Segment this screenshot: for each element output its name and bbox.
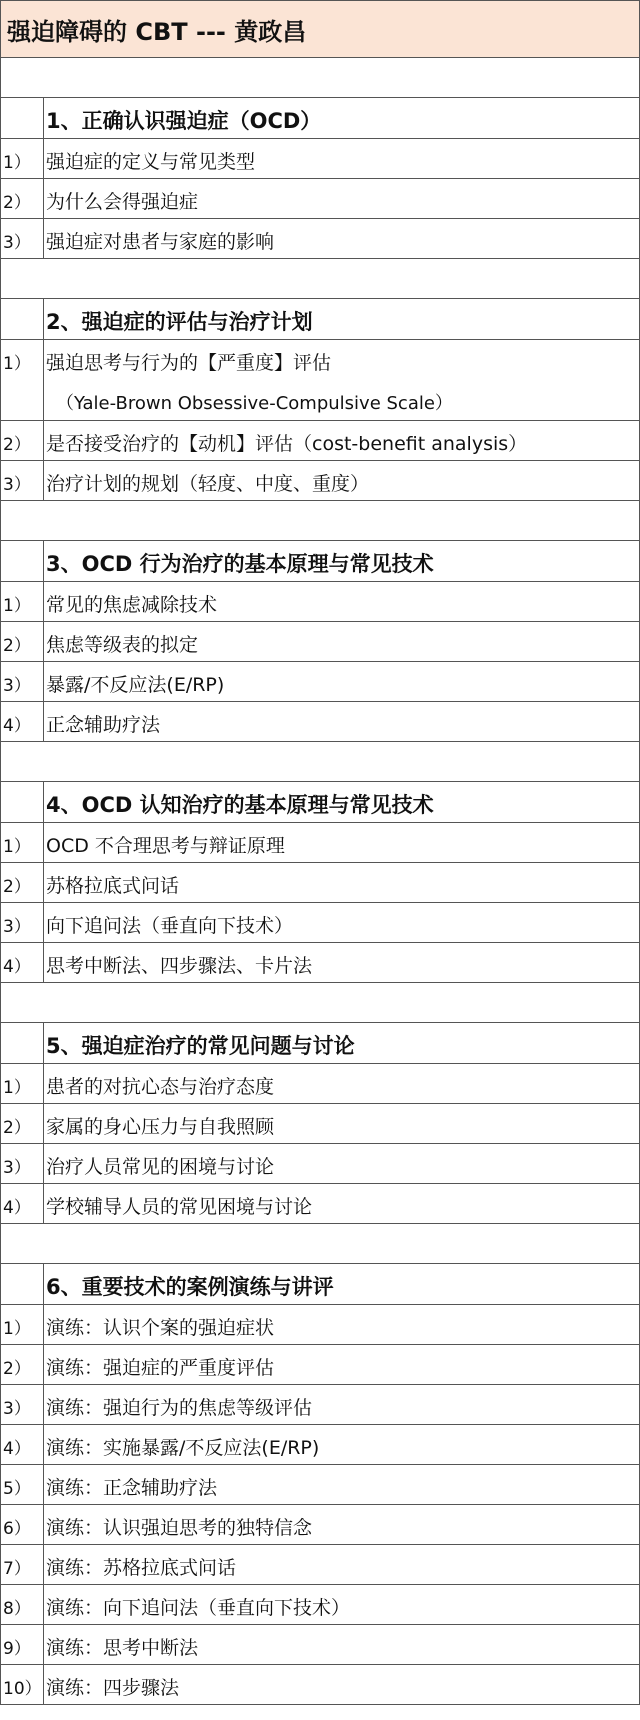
spacer-row	[0, 1224, 640, 1264]
list-item	[0, 582, 640, 622]
item-text-line: OCD 不合理思考与辩证原理	[46, 835, 285, 857]
section-heading: 4、OCD 认知治疗的基本原理与常见技术	[46, 793, 434, 817]
item-text	[44, 823, 639, 862]
item-text-line: 演练：思考中断法	[46, 1637, 199, 1659]
sheet-title: 强迫障碍的 CBT --- 黄政昌	[0, 0, 640, 58]
section-number-cell	[1, 782, 44, 822]
section-number-cell	[1, 98, 44, 138]
item-text	[44, 1385, 639, 1424]
list-item	[0, 903, 640, 943]
item-text	[44, 340, 639, 420]
section-heading-row	[0, 1264, 640, 1305]
list-item	[0, 823, 640, 863]
item-number: 1）	[1, 582, 44, 621]
item-text-line: 演练：强迫症的严重度评估	[46, 1357, 275, 1379]
item-text	[44, 139, 639, 178]
item-text	[44, 1345, 639, 1384]
item-text-line: 演练：实施暴露/不反应法(E/RP)	[46, 1437, 320, 1459]
item-text-line: 焦虑等级表的拟定	[46, 634, 199, 656]
item-number: 1）	[1, 823, 44, 862]
spacer-cell	[1, 501, 44, 540]
item-text-line: 正念辅助疗法	[46, 714, 161, 736]
item-text-line: 家属的身心压力与自我照顾	[46, 1116, 275, 1138]
item-text	[44, 702, 639, 741]
item-text	[44, 943, 639, 982]
item-text-line: 演练：认识个案的强迫症状	[46, 1317, 275, 1339]
item-number: 3）	[1, 219, 44, 258]
item-text	[44, 662, 639, 701]
item-text-line: 演练：向下追问法（垂直向下技术）	[46, 1597, 351, 1619]
list-item	[0, 1425, 640, 1465]
item-text	[44, 1305, 639, 1344]
spacer-row	[0, 983, 640, 1023]
item-text-line: 思考中断法、四步骤法、卡片法	[46, 955, 313, 977]
item-text	[44, 1625, 639, 1664]
list-item	[0, 1144, 640, 1184]
item-text-line: 是否接受治疗的【动机】评估（cost-benefit analysis）	[46, 433, 528, 455]
list-item	[0, 1345, 640, 1385]
list-item	[0, 1585, 640, 1625]
section-number-cell	[1, 541, 44, 581]
list-item	[0, 863, 640, 903]
item-text	[44, 1585, 639, 1624]
item-text	[44, 863, 639, 902]
section-heading: 3、OCD 行为治疗的基本原理与常见技术	[46, 552, 434, 576]
item-text-line: 演练：强迫行为的焦虑等级评估	[46, 1397, 313, 1419]
item-text	[44, 1425, 639, 1464]
item-text-line: 演练：认识强迫思考的独特信念	[46, 1517, 313, 1539]
spacer-cell	[1, 259, 44, 298]
list-item	[0, 1465, 640, 1505]
list-item	[0, 1545, 640, 1585]
item-number: 4）	[1, 943, 44, 982]
list-item	[0, 179, 640, 219]
item-number: 2）	[1, 179, 44, 218]
section-heading-row	[0, 299, 640, 340]
item-number: 3）	[1, 662, 44, 701]
item-number: 2）	[1, 1345, 44, 1384]
item-text	[44, 421, 639, 460]
item-number: 4）	[1, 702, 44, 741]
spacer-cell	[1, 1224, 44, 1263]
item-number: 5）	[1, 1465, 44, 1504]
item-number: 3）	[1, 1385, 44, 1424]
item-text-line: 苏格拉底式问话	[46, 875, 180, 897]
item-text-line: 治疗计划的规划（轻度、中度、重度）	[46, 473, 370, 495]
item-text-line: 常见的焦虑减除技术	[46, 594, 218, 616]
item-text	[44, 1505, 639, 1544]
item-number: 7）	[1, 1545, 44, 1584]
section-heading-row	[0, 1023, 640, 1064]
list-item	[0, 139, 640, 179]
item-text-line: 治疗人员常见的困境与讨论	[46, 1156, 275, 1178]
section-number-cell	[1, 299, 44, 339]
item-text-line: 患者的对抗心态与治疗态度	[46, 1076, 275, 1098]
item-text	[44, 1064, 639, 1103]
spacer-row	[0, 259, 640, 299]
spacer-row	[0, 501, 640, 541]
item-text-line: 强迫症对患者与家庭的影响	[46, 231, 275, 253]
item-text	[44, 622, 639, 661]
item-text-line-2: （Yale-Brown Obsessive-Compulsive Scale）	[56, 393, 453, 414]
outline-table	[0, 58, 640, 1705]
list-item	[0, 1305, 640, 1345]
item-number: 2）	[1, 863, 44, 902]
list-item	[0, 622, 640, 662]
section-heading-row	[0, 541, 640, 582]
item-number: 8）	[1, 1585, 44, 1624]
list-item	[0, 461, 640, 501]
section-heading: 1、正确认识强迫症（OCD）	[46, 109, 322, 133]
list-item	[0, 1385, 640, 1425]
item-number: 3）	[1, 903, 44, 942]
section-heading: 6、重要技术的案例演练与讲评	[46, 1275, 334, 1299]
item-text-line: 为什么会得强迫症	[46, 191, 199, 213]
list-item	[0, 421, 640, 461]
item-text	[44, 582, 639, 621]
list-item	[0, 1184, 640, 1224]
item-number: 2）	[1, 622, 44, 661]
item-number: 4）	[1, 1184, 44, 1223]
item-text-line: 向下追问法（垂直向下技术）	[46, 915, 294, 937]
item-text	[44, 1665, 639, 1704]
item-number: 6）	[1, 1505, 44, 1544]
item-number: 3）	[1, 1144, 44, 1183]
spacer-cell	[1, 742, 44, 781]
list-item	[0, 662, 640, 702]
item-text	[44, 1104, 639, 1143]
item-text-line: 学校辅导人员的常见困境与讨论	[46, 1196, 313, 1218]
item-text	[44, 1545, 639, 1584]
item-number: 2）	[1, 1104, 44, 1143]
item-text	[44, 1144, 639, 1183]
item-number: 1）	[1, 139, 44, 178]
item-number: 1）	[1, 1305, 44, 1344]
section-heading-row	[0, 98, 640, 139]
item-text	[44, 219, 639, 258]
list-item	[0, 1505, 640, 1545]
item-text	[44, 461, 639, 500]
spacer-cell	[1, 983, 44, 1022]
item-number: 2）	[1, 421, 44, 460]
item-text-line: 演练：正念辅助疗法	[46, 1477, 218, 1499]
item-text-line: 强迫症的定义与常见类型	[46, 151, 256, 173]
item-number: 4）	[1, 1425, 44, 1464]
item-text-line: 暴露/不反应法(E/RP)	[46, 674, 225, 696]
section-number-cell	[1, 1023, 44, 1063]
list-item	[0, 1625, 640, 1665]
item-text	[44, 179, 639, 218]
item-number: 9）	[1, 1625, 44, 1664]
section-heading-row	[0, 782, 640, 823]
section-number-cell	[1, 1264, 44, 1304]
item-number: 10）	[1, 1665, 44, 1704]
spacer-row	[0, 742, 640, 782]
list-item	[0, 1104, 640, 1144]
item-text-line: 演练：四步骤法	[46, 1677, 180, 1699]
section-heading: 5、强迫症治疗的常见问题与讨论	[46, 1034, 355, 1058]
item-text	[44, 903, 639, 942]
list-item	[0, 702, 640, 742]
list-item	[0, 340, 640, 421]
list-item	[0, 1064, 640, 1104]
item-text	[44, 1184, 639, 1223]
list-item	[0, 943, 640, 983]
item-number: 1）	[1, 1064, 44, 1103]
item-text	[44, 1465, 639, 1504]
spacer-cell	[1, 58, 44, 97]
list-item	[0, 1665, 640, 1705]
spacer-row	[0, 58, 640, 98]
item-number: 3）	[1, 461, 44, 500]
item-number: 1）	[1, 340, 44, 420]
item-text-line: 强迫思考与行为的【严重度】评估	[46, 352, 332, 374]
item-text-line: 演练：苏格拉底式问话	[46, 1557, 237, 1579]
list-item	[0, 219, 640, 259]
section-heading: 2、强迫症的评估与治疗计划	[46, 310, 313, 334]
